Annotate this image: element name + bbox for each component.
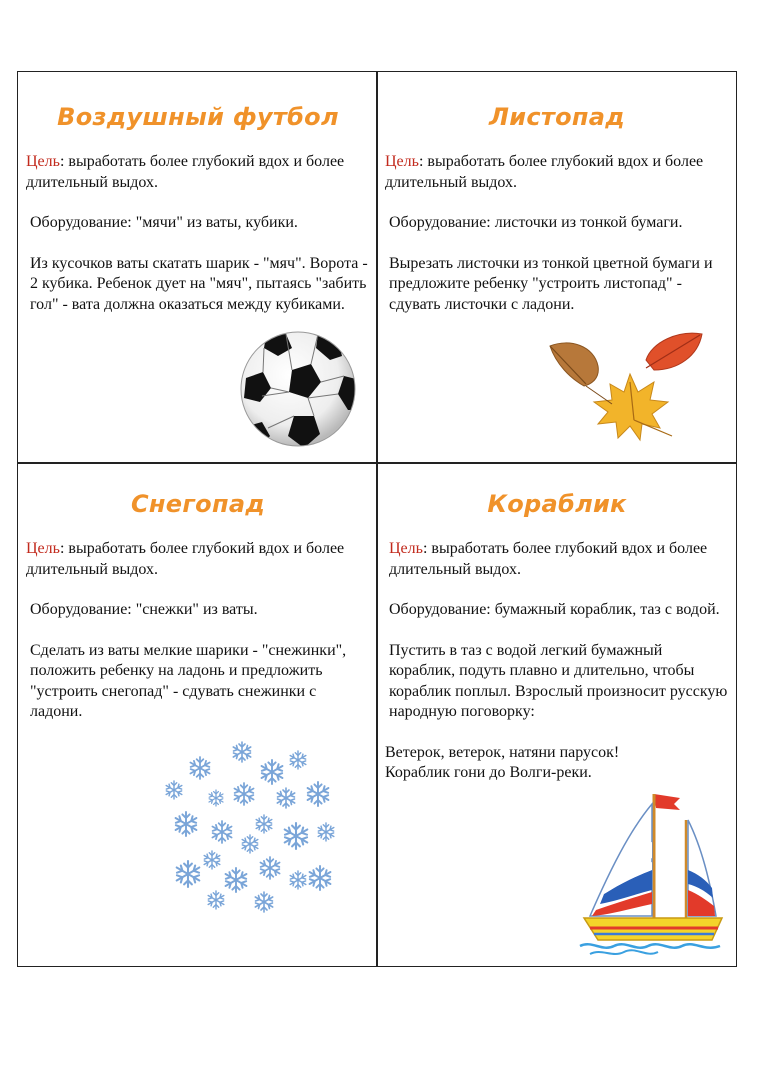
card-title: Кораблик [487,490,627,518]
poem-line-2: Кораблик гони до Волги-реки. [385,764,592,781]
red-leaf-icon [646,333,702,370]
card-snowfall [26,484,370,723]
goal-text: : выработать более глубокий вдох и более длительный выдох. [385,153,704,191]
card-description: Пустить в таз с водой легкий бумажный кораблик, подуть плавно и длительно, чтобы кораблик поплыл. Взрослый произносит русскую народную поговорку: [389,641,728,720]
brown-leaf-icon [550,343,598,386]
card-description: Вырезать листочки из тонкой цветной бумаги и предложите ребенку "устроить листопад" - сдувать листочки с ладони. [389,254,713,313]
goal-label: Цель [385,153,419,170]
card-goal [385,539,729,580]
goal-label: Цель [389,540,423,557]
card-title: Воздушный футбол [57,103,339,131]
goal-label: Цель [26,540,60,557]
soccer-ball-image [238,330,358,448]
card-equipment: Оборудование: бумажный кораблик, таз с водой. [389,601,720,618]
card-goal [26,539,370,580]
poem-line-1: Ветерок, ветерок, натяни парусок! [385,743,620,761]
flag-icon [654,794,680,810]
goal-label: Цель [26,153,60,170]
snowflakes-image [160,740,340,915]
grid-divider-vertical [376,71,378,967]
card-description: Сделать из ваты мелкие шарики - "снежинки", положить ребенку на ладонь и предложить "устроить снегопад" - сдувать снежинки с ладони. [30,641,347,720]
card-title: Снегопад [130,490,266,518]
sailboat-image [576,790,726,958]
card-air-football [26,97,370,315]
goal-text: : выработать более глубокий вдох и более длительный выдох. [389,540,708,578]
snowflake-icon [166,742,334,912]
autumn-leaves-image [542,326,712,446]
card-title: Листопад [489,103,625,131]
maple-leaf-icon [586,374,672,440]
card-equipment: Оборудование: листочки из тонкой бумаги. [389,214,683,231]
card-description: Из кусочков ваты скатать шарик - "мяч". Ворота - 2 кубика. Ребенок дует на "мяч", пытаясь "забить гол" - вата должна оказаться между кубиками. [30,254,368,313]
grid-divider-horizontal [17,462,737,464]
card-boat [385,484,729,784]
card-equipment: Оборудование: "мячи" из ваты, кубики. [30,214,298,231]
goal-text: : выработать более глубокий вдох и более длительный выдох. [26,540,345,578]
card-goal [385,152,729,193]
card-equipment: Оборудование: "снежки" из ваты. [30,601,258,618]
goal-text: : выработать более глубокий вдох и более длительный выдох. [26,153,345,191]
card-leaf-fall [385,97,729,315]
card-goal [26,152,370,193]
